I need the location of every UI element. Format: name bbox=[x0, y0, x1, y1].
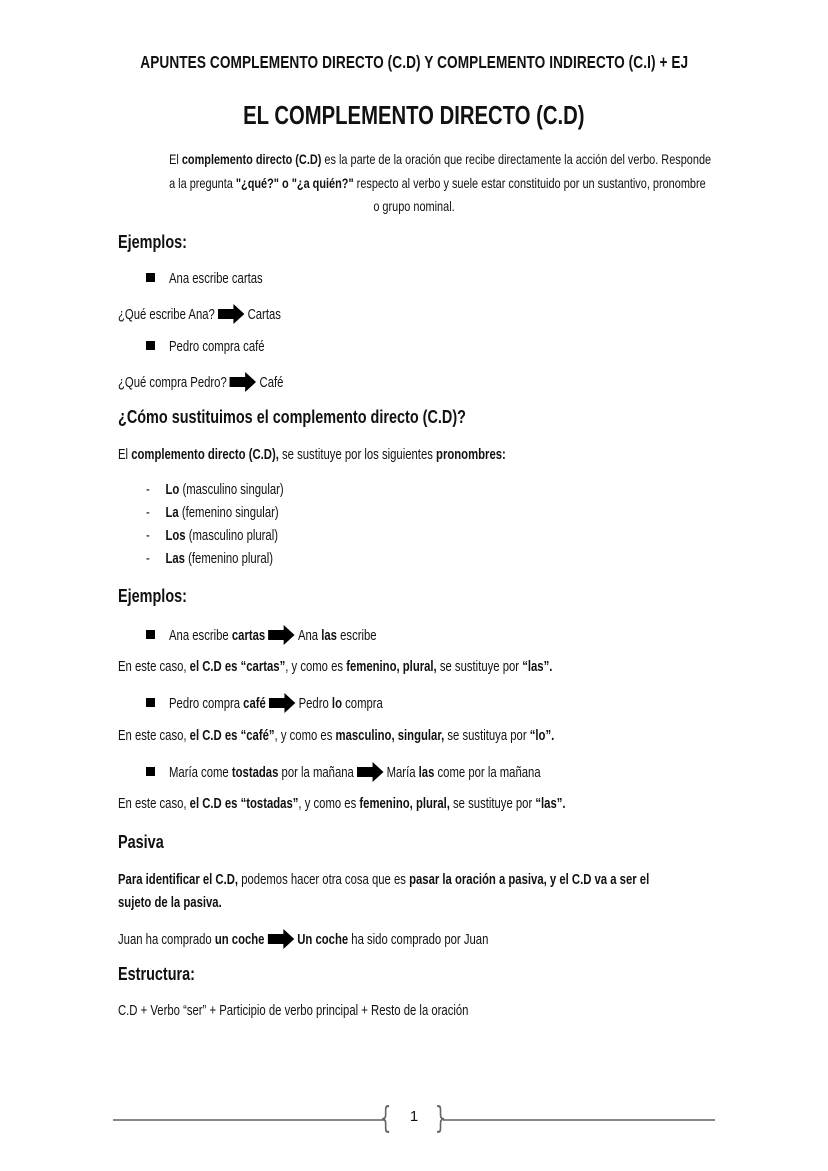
pronoun-item: - Lo (masculino singular) bbox=[146, 482, 284, 498]
bullet-square-icon bbox=[146, 341, 155, 350]
pronouns-intro: El complemento directo (C.D), se sustituye por los siguientes pronombres: bbox=[118, 447, 506, 463]
right-arrow-icon bbox=[268, 625, 295, 645]
pasiva-example: Juan ha comprado un coche Un coche ha sido comprado por Juan bbox=[118, 929, 593, 949]
section-heading-estructura: Estructura: bbox=[118, 963, 195, 984]
bullet-square-icon bbox=[146, 273, 155, 282]
right-arrow-icon bbox=[230, 372, 257, 392]
list-item: Pedro compra café Pedro lo compra bbox=[146, 693, 443, 713]
footer-rule-left bbox=[113, 1119, 385, 1121]
section-heading-ejemplos-1: Ejemplos: bbox=[118, 231, 187, 252]
right-arrow-icon bbox=[218, 304, 245, 324]
pronoun-item: - Las (femenino plural) bbox=[146, 551, 273, 567]
pronoun-item: - Los (masculino plural) bbox=[146, 528, 279, 544]
list-item: Ana escribe cartas Ana las escribe bbox=[146, 625, 435, 645]
bullet-square-icon bbox=[146, 630, 155, 639]
bullet-square-icon bbox=[146, 698, 155, 707]
page-title: EL COMPLEMENTO DIRECTO (C.D) bbox=[243, 100, 585, 130]
document-header: APUNTES COMPLEMENTO DIRECTO (C.D) Y COMPLEMENTO INDIRECTO (C.I) + EJ bbox=[140, 52, 688, 72]
bullet-square-icon bbox=[146, 767, 155, 776]
section-heading-pasiva: Pasiva bbox=[118, 831, 164, 852]
footer-rule-right bbox=[443, 1119, 715, 1121]
estructura-formula: C.D + Verbo “ser” + Participio de verbo principal + Resto de la oración bbox=[118, 1003, 469, 1019]
page-number: 1 bbox=[409, 1108, 419, 1125]
left-brace-icon: { bbox=[379, 1101, 392, 1136]
pasiva-paragraph-line-2: sujeto de la pasiva. bbox=[118, 895, 222, 911]
right-arrow-icon bbox=[269, 693, 296, 713]
list-item: María come tostadas por la mañana María las come por la mañana bbox=[146, 762, 645, 782]
section-heading-sustituir: ¿Cómo sustituimos el complemento directo (C.D)? bbox=[118, 406, 466, 427]
right-brace-icon: } bbox=[434, 1101, 447, 1136]
example-line: ¿Qué compra Pedro? Café bbox=[118, 372, 330, 392]
explanation-line: En este caso, el C.D es “cartas”, y como es femenino, plural, se sustituye por “las”. bbox=[118, 659, 553, 675]
section-heading-ejemplos-2: Ejemplos: bbox=[118, 585, 187, 606]
right-arrow-icon bbox=[357, 762, 384, 782]
example-line: ¿Qué escribe Ana? Cartas bbox=[118, 304, 327, 324]
explanation-line: En este caso, el C.D es “café”, y como es masculino, singular, se sustituya por “lo”. bbox=[118, 728, 555, 744]
pronoun-item: - La (femenino singular) bbox=[146, 505, 279, 521]
list-item: Pedro compra café bbox=[146, 339, 292, 355]
list-item: Ana escribe cartas bbox=[146, 271, 289, 287]
right-arrow-icon bbox=[268, 929, 295, 949]
pasiva-paragraph-line-1: Para identificar el C.D, podemos hacer otra cosa que es pasar la oración a pasiva, y el C.D va a ser el bbox=[118, 872, 650, 888]
intro-paragraph: El complemento directo (C.D) es la parte de la oración que recibe directamente la acción del verbo. Responde a la pregunta "¿qué?" o "¿a quién?" respecto al verbo y suele estar constituido por un sustantivo, pronombre o grupo nominal. bbox=[169, 151, 712, 214]
explanation-line: En este caso, el C.D es “tostadas”, y como es femenino, plural, se sustituye por “las”. bbox=[118, 796, 566, 812]
